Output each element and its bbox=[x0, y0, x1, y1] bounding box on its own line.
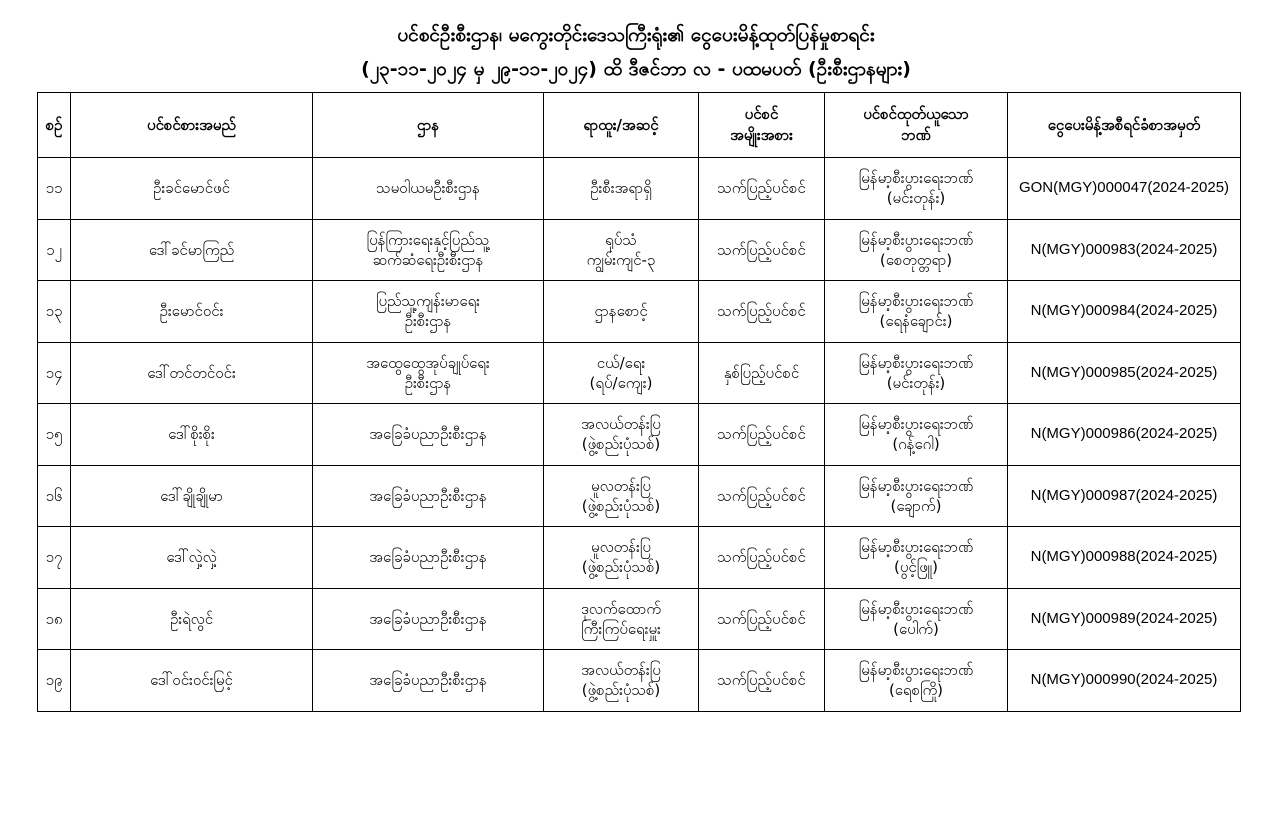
pension-type-cell bbox=[699, 650, 825, 712]
name-cell-text: ဒေါ်ဝင်းဝင်းမြင့် bbox=[150, 671, 233, 690]
pension-type-cell-text: သက်ပြည့်ပင်စင် bbox=[717, 302, 806, 321]
department-cell bbox=[313, 158, 544, 220]
department-cell-text-1: အထွေထွေအုပ်ချုပ်ရေး bbox=[366, 353, 490, 372]
pension-type-cell bbox=[699, 281, 825, 343]
header-pension-type-line1: ပင်စင် bbox=[744, 105, 779, 123]
department-cell bbox=[313, 219, 544, 281]
rank-cell-text-1: ငယ်/ရေး bbox=[596, 353, 646, 372]
rank-cell-text-1: မူလတန်းပြ bbox=[591, 538, 651, 557]
bank-cell bbox=[825, 650, 1008, 712]
department-cell-text: အခြေခံပညာဦးစီးဌာန bbox=[369, 486, 487, 505]
department-cell bbox=[313, 588, 544, 650]
table-row bbox=[38, 281, 1241, 343]
pension-type-cell bbox=[699, 404, 825, 466]
bank-cell-text-1: မြန်မာ့စီးပွားရေးဘဏ် bbox=[858, 661, 974, 680]
department-cell-text-2: ဦးစီးဌာန bbox=[404, 373, 452, 392]
serial-cell bbox=[38, 342, 71, 404]
pension-type-cell bbox=[699, 465, 825, 527]
bank-cell-text-1: မြန်မာ့စီးပွားရေးဘဏ် bbox=[858, 292, 974, 311]
rank-cell-text-2: (ဖွဲ့စည်းပုံသစ်) bbox=[581, 435, 661, 454]
bank-cell-text-1: မြန်မာ့စီးပွားရေးဘဏ် bbox=[858, 415, 974, 434]
header-serial bbox=[38, 93, 71, 158]
report-number-cell bbox=[1008, 404, 1241, 466]
bank-cell-text-2: (ချောက်) bbox=[890, 496, 942, 515]
report-number-cell-text: N(MGY)000987(2024-2025) bbox=[1030, 486, 1218, 504]
name-cell-text: ဒေါ်တင်တင်ဝင်း bbox=[147, 363, 236, 382]
report-number-cell-text: N(MGY)000985(2024-2025) bbox=[1030, 363, 1218, 381]
name-cell-text: ဦးမောင်ဝင်း bbox=[159, 302, 224, 321]
name-cell bbox=[71, 219, 313, 281]
pension-type-cell bbox=[699, 527, 825, 589]
report-number-cell bbox=[1008, 588, 1241, 650]
bank-cell-text-1: မြန်မာ့စီးပွားရေးဘဏ် bbox=[858, 538, 974, 557]
department-cell-text: အခြေခံပညာဦးစီးဌာန bbox=[369, 609, 487, 628]
pension-type-cell bbox=[699, 158, 825, 220]
table-body bbox=[38, 158, 1241, 712]
name-cell-text: ဦးခင်မောင်ဖင် bbox=[153, 179, 230, 198]
rank-cell-text-1: အလယ်တန်းပြ bbox=[581, 661, 661, 680]
table-row bbox=[38, 650, 1241, 712]
pension-table bbox=[37, 92, 1241, 712]
header-name-line1: ပင်စင်စားအမည် bbox=[147, 115, 236, 134]
department-cell-text: အခြေခံပညာဦးစီးဌာန bbox=[369, 671, 487, 690]
serial-cell-text: ၁၈ bbox=[45, 609, 63, 628]
bank-cell-text-1: မြန်မာ့စီးပွားရေးဘဏ် bbox=[858, 353, 974, 372]
department-cell bbox=[313, 342, 544, 404]
bank-cell bbox=[825, 281, 1008, 343]
rank-cell-text-1: အလယ်တန်းပြ bbox=[581, 415, 661, 434]
bank-cell-text-2: (ပွင့်ဖြူ) bbox=[894, 558, 938, 577]
pension-type-cell bbox=[699, 219, 825, 281]
rank-cell-text-1: ရုပ်သံ bbox=[605, 230, 637, 249]
header-rank bbox=[544, 93, 699, 158]
rank-cell-text-2: (ဖွဲ့စည်းပုံသစ်) bbox=[581, 496, 661, 515]
pension-type-cell-text: သက်ပြည့်ပင်စင် bbox=[717, 671, 806, 690]
bank-cell-text-2: (စေတုတ္တရာ) bbox=[879, 250, 953, 269]
department-cell bbox=[313, 465, 544, 527]
serial-cell-text: ၁၁ bbox=[45, 179, 63, 198]
bank-cell-text-2: (ရေစကြို) bbox=[888, 681, 944, 700]
pension-type-cell-text: သက်ပြည့်ပင်စင် bbox=[717, 486, 806, 505]
department-cell bbox=[313, 650, 544, 712]
header-bank-line1: ပင်စင်ထုတ်ယူသော bbox=[863, 105, 969, 123]
pension-type-cell bbox=[699, 342, 825, 404]
name-cell bbox=[71, 527, 313, 589]
rank-cell-text-2: ကြီးကြပ်ရေးမှူး bbox=[581, 619, 661, 638]
pension-type-cell-text: သက်ပြည့်ပင်စင် bbox=[717, 609, 806, 628]
header-name bbox=[71, 93, 313, 158]
table-row bbox=[38, 342, 1241, 404]
document-title: ပင်စင်ဦးစီးဌာန၊ မကွေးတိုင်းဒေသကြီးရုံး၏ ငွေပေးမိန့်ထုတ်ပြန်မှုစာရင်း bbox=[397, 24, 875, 46]
bank-cell bbox=[825, 527, 1008, 589]
report-number-cell-text: GON(MGY)000047(2024-2025) bbox=[1018, 179, 1230, 197]
report-number-cell-text: N(MGY)000983(2024-2025) bbox=[1030, 240, 1218, 258]
report-number-cell bbox=[1008, 527, 1241, 589]
name-cell-text: ဒေါ်ခင်မာကြည် bbox=[148, 240, 235, 259]
bank-cell-text-2: (ရေနံချောင်း) bbox=[879, 312, 953, 331]
rank-cell bbox=[544, 158, 699, 220]
name-cell bbox=[71, 465, 313, 527]
serial-cell bbox=[38, 650, 71, 712]
name-cell bbox=[71, 281, 313, 343]
bank-cell-text-2: (ပေါက်) bbox=[893, 619, 939, 638]
report-number-cell bbox=[1008, 465, 1241, 527]
department-cell bbox=[313, 404, 544, 466]
rank-cell-text-1: ဒုလက်ထောက် bbox=[580, 599, 662, 618]
header-rank-line1: ရာထူး/အဆင့် bbox=[583, 115, 659, 134]
report-number-cell-text: N(MGY)000986(2024-2025) bbox=[1030, 425, 1218, 443]
table-row bbox=[38, 588, 1241, 650]
header-department-line1: ဌာန bbox=[416, 115, 440, 134]
bank-cell bbox=[825, 588, 1008, 650]
serial-cell-text: ၁၃ bbox=[45, 302, 63, 321]
table-row bbox=[38, 527, 1241, 589]
rank-cell bbox=[544, 588, 699, 650]
rank-cell-text-2: ကျွမ်းကျင်-၃ bbox=[586, 250, 656, 269]
rank-cell bbox=[544, 527, 699, 589]
bank-cell-text-2: (မင်းတုန်း) bbox=[886, 189, 946, 208]
rank-cell-text-2: (ဖွဲ့စည်းပုံသစ်) bbox=[581, 681, 661, 700]
document-subtitle: (၂၃-၁၁-၂၀၂၄ မှ ၂၉-၁၁-၂၀၂၄) ထိ ဒီဇင်ဘာ လ - ပထမပတ် (ဦးစီးဌာနများ) bbox=[361, 58, 911, 80]
name-cell-text: ဒေါ်စိုးစိုး bbox=[168, 425, 215, 444]
name-cell-text: ဒေါ်လှဲ့လှဲ့ bbox=[166, 548, 217, 567]
report-number-cell bbox=[1008, 281, 1241, 343]
report-number-cell-text: N(MGY)000989(2024-2025) bbox=[1030, 609, 1218, 627]
serial-cell bbox=[38, 527, 71, 589]
bank-cell bbox=[825, 219, 1008, 281]
serial-cell-text: ၁၄ bbox=[45, 363, 63, 382]
bank-cell-text-1: မြန်မာ့စီးပွားရေးဘဏ် bbox=[858, 599, 974, 618]
department-cell bbox=[313, 281, 544, 343]
rank-cell-text-2: (ရပ်/ကျေး) bbox=[589, 373, 653, 392]
header-pension-type bbox=[699, 93, 825, 158]
report-number-cell-text: N(MGY)000990(2024-2025) bbox=[1030, 671, 1218, 689]
department-cell bbox=[313, 527, 544, 589]
serial-cell bbox=[38, 588, 71, 650]
table-row bbox=[38, 219, 1241, 281]
report-number-cell-text: N(MGY)000984(2024-2025) bbox=[1030, 302, 1218, 320]
rank-cell-text-2: (ဖွဲ့စည်းပုံသစ်) bbox=[581, 558, 661, 577]
name-cell bbox=[71, 650, 313, 712]
serial-cell bbox=[38, 465, 71, 527]
rank-cell bbox=[544, 465, 699, 527]
report-number-cell bbox=[1008, 342, 1241, 404]
name-cell bbox=[71, 588, 313, 650]
department-cell-text-1: ပြန်ကြားရေးနှင့်ပြည်သူ့ bbox=[366, 230, 490, 249]
serial-cell bbox=[38, 404, 71, 466]
header-pension-type-line2: အမျိုးအစား bbox=[730, 126, 793, 144]
department-cell-text: အခြေခံပညာဦးစီးဌာန bbox=[369, 425, 487, 444]
bank-cell-text-2: (မင်းတုန်း) bbox=[886, 373, 946, 392]
bank-cell-text-1: မြန်မာ့စီးပွားရေးဘဏ် bbox=[858, 169, 974, 188]
table-row bbox=[38, 404, 1241, 466]
header-department bbox=[313, 93, 544, 158]
table-row bbox=[38, 465, 1241, 527]
rank-cell bbox=[544, 219, 699, 281]
pension-type-cell-text: သက်ပြည့်ပင်စင် bbox=[717, 240, 806, 259]
name-cell-text: ဒေါ်ချိုချိုမာ bbox=[160, 486, 223, 505]
bank-cell-text-2: (ဂန့်ဂေါ) bbox=[892, 435, 940, 454]
name-cell-text: ဦးရဲလွင် bbox=[169, 609, 214, 628]
department-cell-text-2: ဦးစီးဌာန bbox=[404, 312, 452, 331]
header-serial-line1: စဉ် bbox=[45, 115, 63, 134]
rank-cell bbox=[544, 650, 699, 712]
rank-cell-text: ဦးစီးအရာရှိ bbox=[590, 179, 652, 198]
table-row bbox=[38, 158, 1241, 220]
pension-type-cell-text: သက်ပြည့်ပင်စင် bbox=[717, 179, 806, 198]
bank-cell bbox=[825, 465, 1008, 527]
rank-cell bbox=[544, 281, 699, 343]
pension-type-cell bbox=[699, 588, 825, 650]
pension-type-cell-text: သက်ပြည့်ပင်စင် bbox=[717, 548, 806, 567]
header-report-number-line1: ငွေပေးမိန့်အစီရင်ခံစာအမှတ် bbox=[1047, 115, 1201, 134]
pension-type-cell-text: သက်ပြည့်ပင်စင် bbox=[717, 425, 806, 444]
table-header-row bbox=[38, 93, 1241, 158]
bank-cell-text-1: မြန်မာ့စီးပွားရေးဘဏ် bbox=[858, 230, 974, 249]
department-cell-text: သမဝါယမဦးစီးဌာန bbox=[376, 179, 480, 198]
department-cell-text-1: ပြည်သူ့ကျန်းမာရေး bbox=[375, 292, 480, 311]
serial-cell-text: ၁၆ bbox=[45, 486, 63, 505]
header-bank-line2: ဘဏ် bbox=[901, 126, 931, 144]
serial-cell-text: ၁၂ bbox=[46, 240, 62, 259]
rank-cell bbox=[544, 342, 699, 404]
rank-cell-text-1: မူလတန်းပြ bbox=[591, 476, 651, 495]
report-number-cell bbox=[1008, 650, 1241, 712]
department-cell-text-2: ဆက်ဆံရေးဦးစီးဌာန bbox=[372, 250, 484, 269]
pension-type-cell-text: နှစ်ပြည့်ပင်စင် bbox=[723, 363, 800, 382]
serial-cell bbox=[38, 219, 71, 281]
bank-cell bbox=[825, 404, 1008, 466]
bank-cell-text-1: မြန်မာ့စီးပွားရေးဘဏ် bbox=[858, 476, 974, 495]
rank-cell-text: ဌာနစောင့် bbox=[594, 302, 648, 321]
bank-cell bbox=[825, 342, 1008, 404]
name-cell bbox=[71, 404, 313, 466]
department-cell-text: အခြေခံပညာဦးစီးဌာန bbox=[369, 548, 487, 567]
serial-cell-text: ၁၉ bbox=[45, 671, 63, 690]
report-number-cell bbox=[1008, 219, 1241, 281]
name-cell bbox=[71, 342, 313, 404]
bank-cell bbox=[825, 158, 1008, 220]
header-report-number bbox=[1008, 93, 1241, 158]
header-bank bbox=[825, 93, 1008, 158]
rank-cell bbox=[544, 404, 699, 466]
report-number-cell bbox=[1008, 158, 1241, 220]
serial-cell-text: ၁၅ bbox=[45, 425, 63, 444]
report-number-cell-text: N(MGY)000988(2024-2025) bbox=[1030, 548, 1218, 566]
serial-cell bbox=[38, 281, 71, 343]
name-cell bbox=[71, 158, 313, 220]
serial-cell bbox=[38, 158, 71, 220]
serial-cell-text: ၁၇ bbox=[45, 548, 63, 567]
